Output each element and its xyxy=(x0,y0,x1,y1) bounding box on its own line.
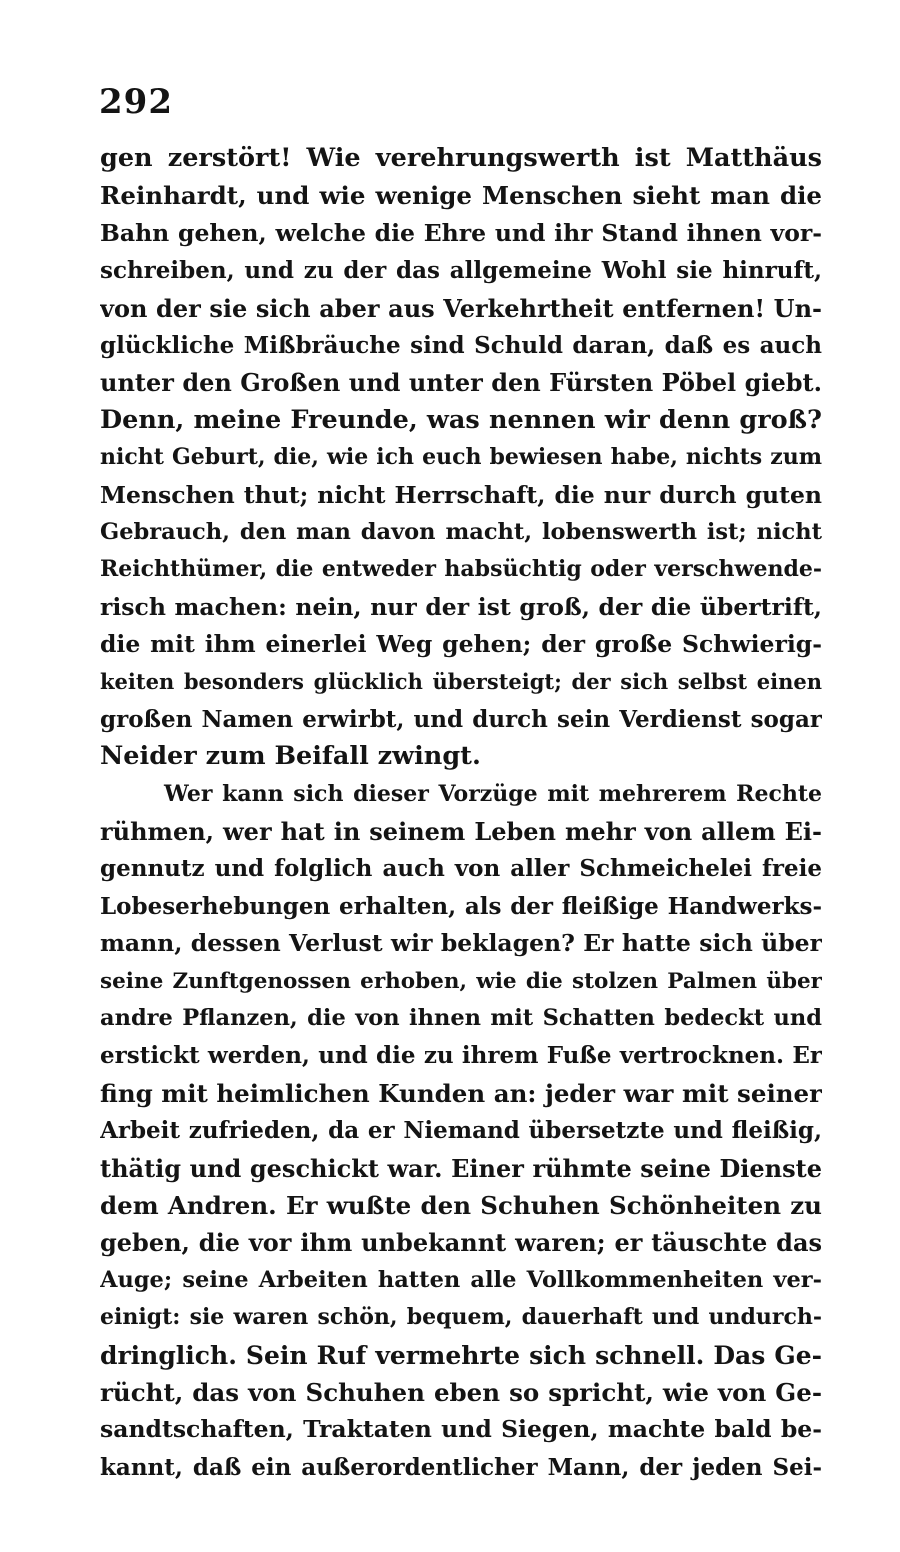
body-text xyxy=(100,140,822,1486)
text-line: Reinhardt, und wie wenige Menschen sieht man die xyxy=(100,181,822,211)
text-line: einigt: sie waren schön, bequem, dauerhaft und undurch- xyxy=(100,1304,822,1331)
text-line: andre Pflanzen, die von ihnen mit Schatten bedeckt und xyxy=(100,1004,822,1031)
text-line: mann, dessen Verlust wir beklagen? Er hatte sich über xyxy=(100,929,822,958)
text-line: risch machen: nein, nur der ist groß, der die übertrift, xyxy=(100,592,822,621)
text-line: erstickt werden, und die zu ihrem Fuße vertrocknen. Er xyxy=(100,1042,822,1070)
text-line: gen zerstört! Wie verehrungswerth ist Matthäus xyxy=(100,143,822,173)
text-line: sandtschaften, Traktaten und Siegen, machte bald be- xyxy=(100,1415,822,1444)
text-line: nicht Geburt, die, wie ich euch bewiesen habe, nichts zum xyxy=(100,444,822,471)
text-line: kannt, daß ein außerordentlicher Mann, der jeden Sei- xyxy=(100,1453,822,1481)
paragraph-end-line: Neider zum Beifall zwingt. xyxy=(100,741,481,772)
text-line: großen Namen erwirbt, und durch sein Verdienst sogar xyxy=(100,705,822,733)
text-line: Reichthümer, die entweder habsüchtig oder verschwende- xyxy=(100,556,822,583)
text-line: Menschen thut; nicht Herrschaft, die nur durch guten xyxy=(100,480,822,509)
text-line: keiten besonders glücklich übersteigt; der sich selbst einen xyxy=(100,669,822,695)
text-line: dringlich. Sein Ruf vermehrte sich schnell. Das Ge- xyxy=(100,1340,822,1370)
text-line: schreiben, und zu der das allgemeine Wohl sie hinruft, xyxy=(100,257,822,285)
text-line: unter den Großen und unter den Fürsten Pöbel giebt. xyxy=(100,368,822,398)
text-line: die mit ihm einerlei Weg gehen; der große Schwierig- xyxy=(100,630,822,659)
paragraph-start-line: Wer kann sich dieser Vorzüge mit mehrerem Rechte xyxy=(164,780,822,807)
text-line: Bahn gehen, welche die Ehre und ihr Stand ihnen vor- xyxy=(100,218,822,247)
text-line: geben, die vor ihm unbekannt waren; er täuschte das xyxy=(100,1228,822,1258)
text-line: von der sie sich aber aus Verkehrtheit entfernen! Un- xyxy=(100,293,822,323)
text-line: glückliche Mißbräuche sind Schuld daran, daß es auch xyxy=(100,331,822,359)
text-line: dem Andren. Er wußte den Schuhen Schönheiten zu xyxy=(100,1190,822,1220)
text-line: rühmen, wer hat in seinem Leben mehr von allem Ei- xyxy=(100,817,822,847)
text-line: rücht, das von Schuhen eben so spricht, wie von Ge- xyxy=(100,1377,822,1407)
text-line: seine Zunftgenossen erhoben, wie die stolzen Palmen über xyxy=(100,968,822,994)
text-line: thätig und geschickt war. Einer rühmte seine Dienste xyxy=(100,1153,822,1183)
page-number: 292 xyxy=(99,82,173,122)
text-line: fing mit heimlichen Kunden an: jeder war mit seiner xyxy=(100,1078,822,1108)
text-line: Lobeserhebungen erhalten, als der fleißige Handwerks- xyxy=(100,892,822,920)
text-line: Gebrauch, den man davon macht, lobenswerth ist; nicht xyxy=(100,518,822,545)
text-line: Denn, meine Freunde, was nennen wir denn groß? xyxy=(100,404,822,435)
text-line: Arbeit zufrieden, da er Niemand übersetzte und fleißig, xyxy=(100,1117,822,1145)
text-line: gennutz und folglich auch von aller Schmeichelei freie xyxy=(100,855,822,883)
text-line: Auge; seine Arbeiten hatten alle Vollkommenheiten ver- xyxy=(100,1266,822,1293)
